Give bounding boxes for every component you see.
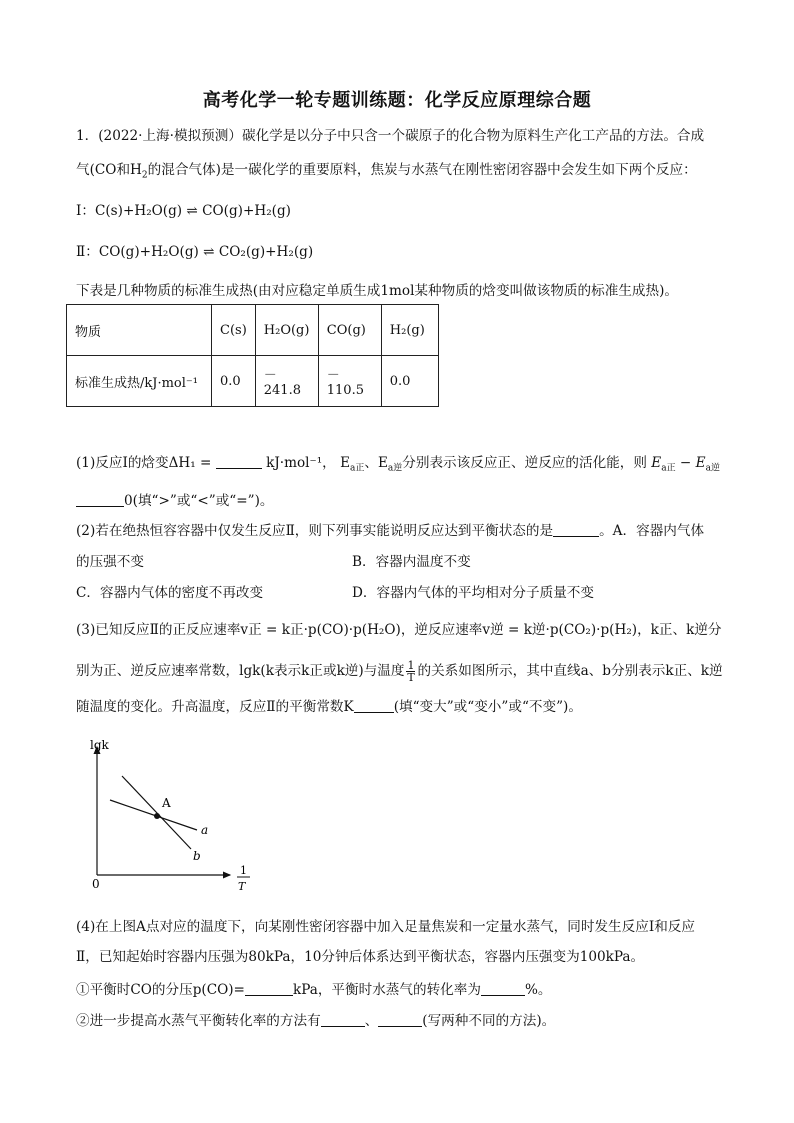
line-b-label: b <box>193 849 201 863</box>
table-header-cell: H₂O(g) <box>255 305 318 356</box>
line-a <box>110 800 197 830</box>
x-axis-label-numerator: 1 <box>240 864 247 877</box>
line-a-label: a <box>201 823 209 837</box>
answer-blank-5[interactable] <box>245 981 293 996</box>
part-3-line-1: (3)已知反应Ⅱ的正反应速率v正 = k正·p(CO)·p(H₂O)，逆反应速率v逆 = k逆·p(CO₂)·p(H₂)，k正、k逆分 <box>76 622 722 638</box>
part-4-line-1: (4)在上图A点对应的温度下，向某刚性密闭容器中加入足量焦炭和一定量水蒸气，同时发生反应Ⅰ和反应 <box>76 919 695 935</box>
table-cell: －110.5 <box>318 356 381 407</box>
reaction-2: Ⅱ：CO(g)+H₂O(g) ⇌ CO₂(g)+H₂(g) <box>76 244 314 260</box>
table-row <box>67 356 439 407</box>
part-4-line-2: Ⅱ，已知起始时容器内压强为80kPa，10分钟后体系达到平衡状态，容器内压强变为100kPa。 <box>76 949 645 965</box>
part-4-sub-1: ①平衡时CO的分压p(CO)= kPa，平衡时水蒸气的转化率为 %。 <box>76 982 552 998</box>
part-1-line-2: 0(填“>”或“<”或“=”)。 <box>76 491 726 511</box>
table-intro: 下表是几种物质的标准生成热(由对应稳定单质生成1mol某种物质的焓变叫做该物质的标准生成热)。 <box>76 283 679 299</box>
line-b <box>122 776 191 849</box>
part-2-line-1: (2)若在绝热恒容容器中仅发生反应Ⅱ，则下列事实能说明反应达到平衡状态的是 。A．容器内气体 <box>76 523 705 539</box>
question-intro-line-1: 1．(2022·上海·模拟预测）碳化学是以分子中只含一个碳原子的化合物为原料生产化工产品的方法。合成 <box>76 128 705 144</box>
y-axis-label: lgk <box>90 738 109 752</box>
part-3-line-3: 随温度的变化。升高温度，反应Ⅱ的平衡常数K (填“变大”或“变小”或“不变”)。 <box>76 699 582 715</box>
point-a-label: A <box>162 796 171 810</box>
table-cell: －241.8 <box>255 356 318 407</box>
answer-blank-4[interactable] <box>354 698 394 713</box>
inverse-temperature-fraction: $\frac{1}{T}$ <box>407 659 415 684</box>
table-header-cell: CO(g) <box>318 305 381 356</box>
answer-blank-2[interactable] <box>76 492 124 507</box>
table-header-cell: H₂(g) <box>381 305 438 356</box>
part-4-sub-2: ②进一步提高水蒸气平衡转化率的方法有 、 (写两种不同的方法)。 <box>76 1013 556 1029</box>
part-3-line-2: 别为正、逆反应速率常数，lgk(k表示k正或k逆)与温度 $\frac{1}{T}$ 的关系如图所示，其中直线a、b分别表示k正、k逆 <box>76 659 723 684</box>
table-header-cell: C(s) <box>212 305 256 356</box>
part-2-option-a-cont: 的压强不变 <box>76 554 144 570</box>
option-b: B．容器内温度不变 <box>352 554 471 570</box>
table-row-label: 标准生成热/kJ·mol⁻¹ <box>67 356 212 407</box>
page-title: 高考化学一轮专题训练题：化学反应原理综合题 <box>202 90 592 111</box>
answer-blank-8[interactable] <box>378 1012 422 1027</box>
x-axis-label-denominator: T <box>238 880 246 893</box>
table-row <box>67 305 439 356</box>
origin-label: 0 <box>92 877 100 891</box>
table-header-cell: 物质 <box>67 305 212 356</box>
answer-blank-1[interactable] <box>216 454 262 469</box>
answer-blank-6[interactable] <box>481 981 525 996</box>
formation-heat-table <box>66 304 439 407</box>
question-intro-line-2: 气(CO和$H_2$的混合气体)是一碳化学的重要原料，焦炭与水蒸气在刚性密闭容器中会发生如下两个反应： <box>76 162 697 181</box>
lgk-vs-inverse-t-graph <box>80 735 270 900</box>
table-cell: 0.0 <box>381 356 438 407</box>
answer-blank-7[interactable] <box>321 1012 365 1027</box>
table-cell: 0.0 <box>212 356 256 407</box>
intersection-point-a <box>154 813 160 819</box>
reaction-1: Ⅰ：C(s)+H₂O(g) ⇌ CO(g)+H₂(g) <box>76 203 291 219</box>
option-c: C．容器内气体的密度不再改变 <box>76 585 264 601</box>
part-1-line-1: (1)反应Ⅰ的焓变ΔH₁ = kJ·mol⁻¹， $E_{a正}$、$E_{a逆}$分别表示该反应正、逆反应的活化能，则 $E_{a正} - E_{a逆}$ <box>76 455 720 474</box>
option-d: D．容器内气体的平均相对分子质量不变 <box>352 585 594 601</box>
answer-blank-3[interactable] <box>553 522 599 537</box>
